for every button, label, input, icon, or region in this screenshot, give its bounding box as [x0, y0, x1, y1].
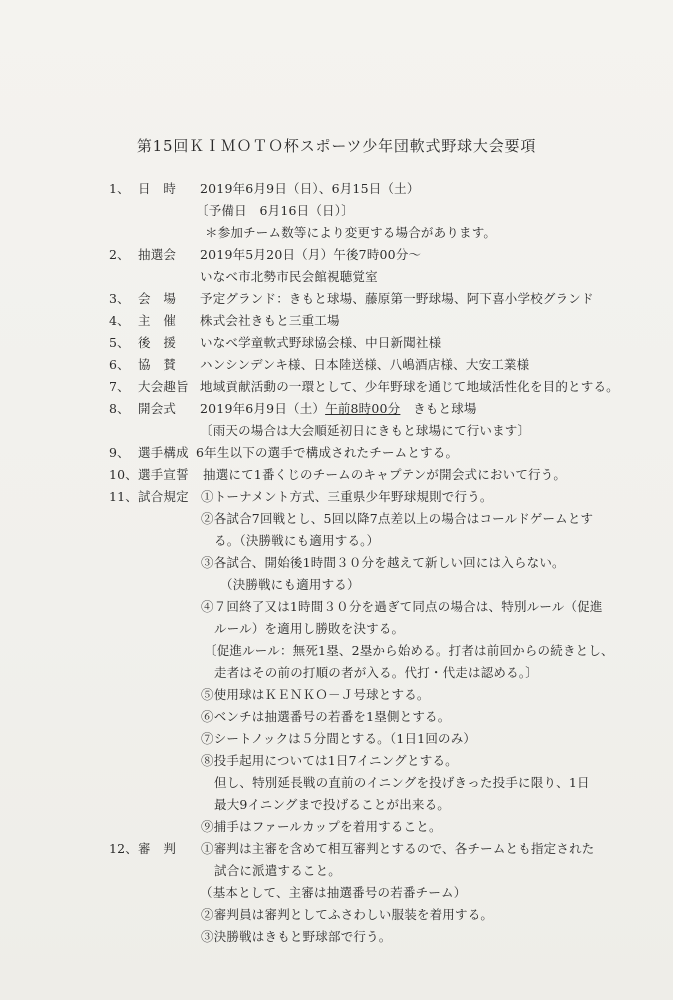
reserve-day: 〔予備日 6月16日（日）〕 — [196, 203, 354, 218]
organizer: 株式会社きもと三重工場 — [200, 313, 340, 328]
section-label: 選手構成 — [138, 445, 189, 460]
section-label: 主 催 — [138, 313, 177, 328]
section-label: 後 援 — [138, 335, 177, 350]
section-number: 7、 — [109, 379, 130, 394]
section-label: 日 時 — [138, 181, 177, 196]
rule-8: ⑧投手起用については1日7イニングとする。 — [201, 753, 458, 768]
rule-5: ⑤使用球はＫＥＮＫＯ－Ｊ号球とする。 — [201, 687, 430, 702]
player-eligibility: 6年生以下の選手で構成されたチームとする。 — [196, 445, 459, 460]
rule-2-cont: る。（決勝戦にも適用する。） — [214, 533, 380, 548]
section-number: 4、 — [109, 313, 130, 328]
section-number: 1、 — [109, 181, 130, 196]
rule-4-cont: ルール）を適用し勝敗を決する。 — [214, 621, 405, 636]
rule-3: ③各試合、開始後1時間３０分を越えて新しい回には入らない。 — [201, 555, 565, 570]
section-number: 12、 — [109, 841, 139, 856]
rule-6: ⑥ベンチは抽選番号の若番を1塁側とする。 — [201, 709, 451, 724]
rule-1: ①トーナメント方式、三重県少年野球規則で行う。 — [201, 489, 493, 504]
umpire-rule-2: ②審判員は審判としてふさわしい服装を着用する。 — [201, 907, 494, 922]
section-number: 8、 — [109, 401, 130, 416]
rule-3-cont: （決勝戦にも適用する） — [220, 577, 360, 592]
section-label: 会 場 — [138, 291, 177, 306]
section-number: 11、 — [109, 489, 139, 504]
lottery-venue: いなべ市北勢市民会館視聴覚室 — [200, 269, 378, 284]
section-label: 協 賛 — [138, 357, 177, 372]
section-number: 3、 — [109, 291, 130, 306]
opening-time: 午前8時00分 — [325, 401, 401, 416]
opening-ceremony — [200, 401, 477, 417]
section-number: 6、 — [109, 357, 130, 372]
section-number: 5、 — [109, 335, 130, 350]
oath: 抽選にて1番くじのチームのキャプテンが開会式において行う。 — [203, 467, 567, 482]
section-label: 大会趣旨 — [138, 379, 189, 394]
section-label: 抽選会 — [138, 247, 177, 262]
purpose: 地域貢献活動の一環として、少年野球を通じて地域活性化を目的とする。 — [200, 379, 619, 394]
section-number: 10、 — [109, 467, 139, 482]
rule-9: ⑨捕手はファールカップを着用すること。 — [201, 819, 442, 834]
umpire-rule-1-cont: 試合に派遣すること。 — [214, 863, 342, 878]
section-number: 9、 — [109, 445, 130, 460]
rule-8-cont-2: 最大9イニングまで投げることが出来る。 — [214, 797, 451, 812]
umpire-rule-3: ③決勝戦はきもと野球部で行う。 — [201, 929, 392, 944]
schedule-dates: 2019年6月9日（日）、6月15日（土） — [200, 181, 420, 196]
document-title: 第15回ＫＩＭＯＴＯ杯スポーツ少年団軟式野球大会要項 — [136, 137, 537, 155]
section-label: 試合規定 — [138, 489, 189, 504]
supporters: いなべ学童軟式野球協会様、中日新聞社様 — [200, 335, 442, 350]
opening-date: 2019年6月9日（土） — [200, 401, 326, 416]
schedule-note: ＊参加チーム数等により変更する場合があります。 — [205, 225, 497, 240]
section-label: 選手宣誓 — [138, 467, 189, 482]
sponsors: ハンシンデンキ様、日本陸送様、八嶋酒店様、大安工業様 — [200, 357, 530, 372]
opening-venue: きもと球場 — [400, 401, 477, 416]
venues: 予定グランド：きもと球場、藤原第一野球場、阿下喜小学校グランド — [200, 291, 594, 306]
section-number: 2、 — [109, 247, 130, 262]
rule-4: ④７回終了又は1時間３０分を過ぎて同点の場合は、特別ルール（促進 — [201, 599, 603, 614]
umpire-rule-1: ①審判は主審を含めて相互審判とするので、各チームとも指定された — [201, 841, 595, 856]
rain-note: 〔雨天の場合は大会順延初日にきもと球場にて行います〕 — [200, 423, 531, 438]
rule-8-cont-1: 但し、特別延長戦の直前のイニングを投げきった投手に限り、1日 — [214, 775, 590, 790]
rule-4-promotion: 〔促進ルール：無死1塁、2塁から始める。打者は前回からの続きとし、 — [204, 643, 614, 658]
umpire-rule-1-note: （基本として、主審は抽選番号の若番チーム） — [200, 885, 467, 900]
section-label: 開会式 — [138, 401, 177, 416]
rule-2: ②各試合7回戦とし、5回以降7点差以上の場合はコールドゲームとす — [201, 511, 594, 526]
rule-4-promotion-cont: 走者はその前の打順の者が入る。代打・代走は認める。〕 — [214, 665, 538, 680]
rule-7: ⑦シートノックは５分間とする。（1日1回のみ） — [201, 731, 477, 746]
section-label: 審 判 — [138, 841, 177, 856]
lottery-datetime: 2019年5月20日（月）午後7時00分～ — [200, 247, 422, 262]
